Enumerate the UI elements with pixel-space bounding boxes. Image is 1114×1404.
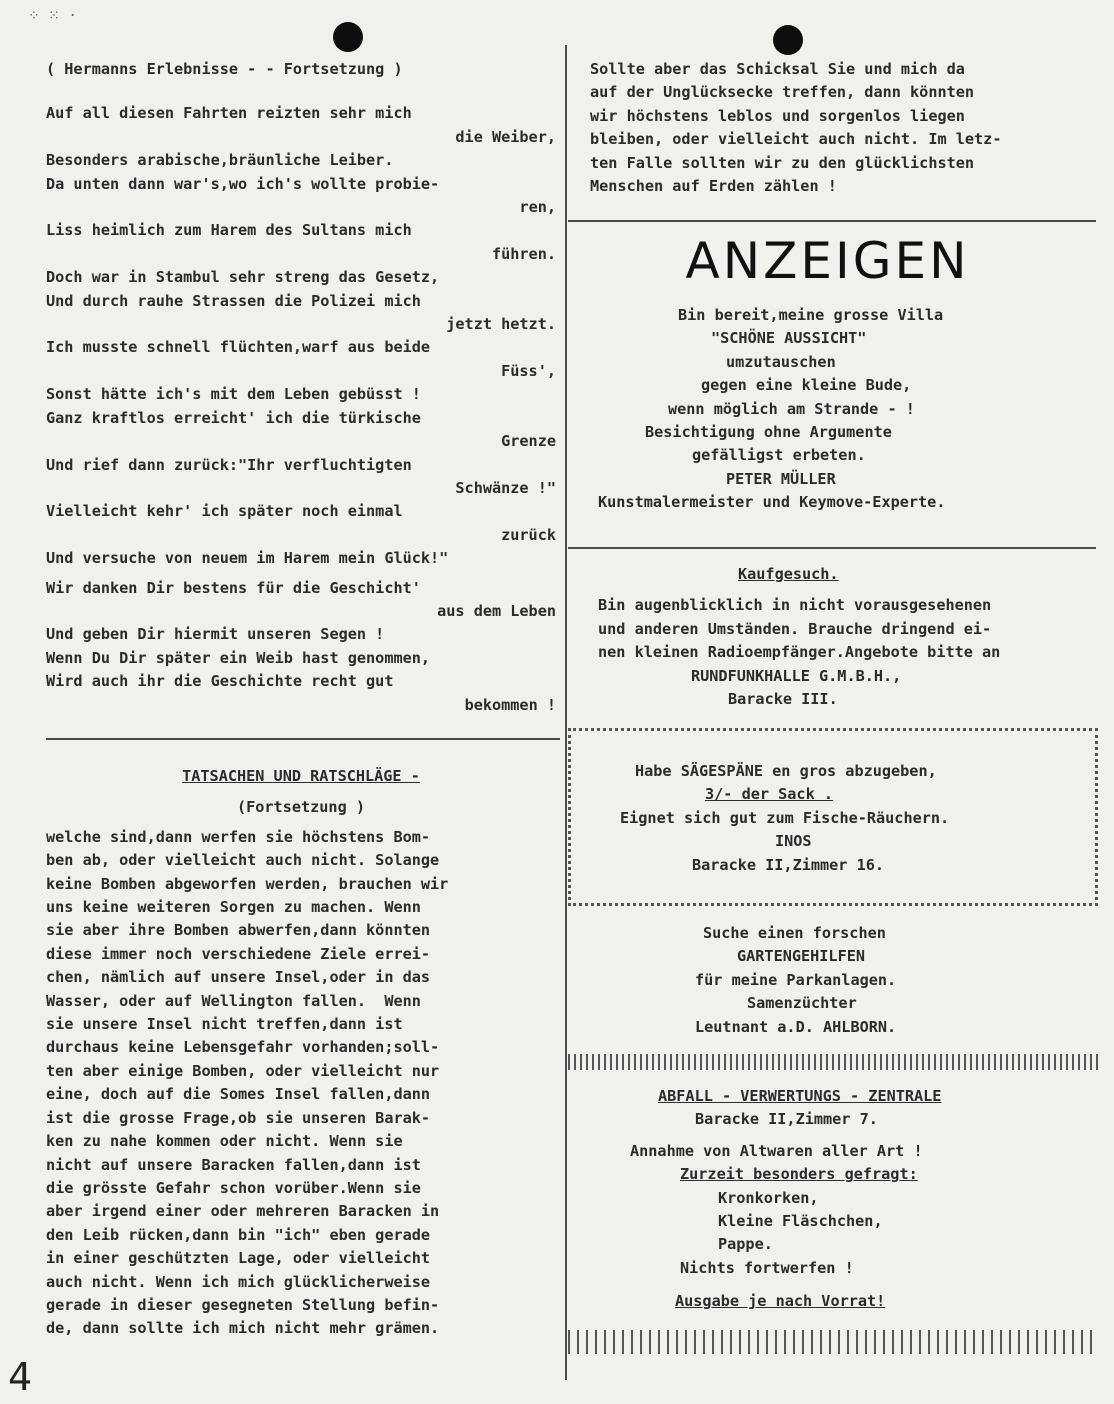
article-title: TATSACHEN UND RATSCHLÄGE - bbox=[182, 767, 420, 785]
column-divider bbox=[565, 45, 567, 1380]
poem-line: Füss', bbox=[501, 361, 556, 380]
abfall-line: Kronkorken, bbox=[718, 1188, 819, 1207]
poem-line: ren, bbox=[519, 198, 556, 217]
article-line: die grösste Gefahr schon vorüber.Wenn sie bbox=[46, 1178, 421, 1197]
kauf-line: nen kleinen Radioempfänger.Angebote bitte an bbox=[598, 643, 1001, 662]
poem-line: Ich musste schnell flüchten,warf aus beide bbox=[46, 338, 431, 357]
abfall-line: Pappe. bbox=[718, 1235, 773, 1254]
article-line: Wasser, oder auf Wellington fallen. Wenn bbox=[46, 991, 421, 1010]
article-line: in einer geschützten Lage, oder vielleicht bbox=[46, 1249, 431, 1268]
poem-line: Und durch rauhe Strassen die Polizei mich bbox=[46, 291, 421, 310]
article-line: uns keine weiteren Sorgen zu machen. Wenn bbox=[46, 898, 421, 917]
poem-line: aus dem Leben bbox=[437, 601, 556, 620]
article-line: aber irgend einer oder mehreren Baracken in bbox=[46, 1202, 440, 1221]
ad-line: wenn möglich am Strande - ! bbox=[668, 399, 915, 418]
box-ad-line: 3/- der Sack . bbox=[705, 785, 834, 804]
garden-ad-line: Suche einen forschen bbox=[703, 924, 886, 942]
poem-line: Sonst hätte ich's mit dem Leben gebüsst ! bbox=[46, 385, 421, 404]
article-line: eine, doch auf die Somes Insel fallen,dann bbox=[46, 1085, 431, 1104]
ad-line: Bin bereit,meine grosse Villa bbox=[678, 306, 944, 324]
abfall-line: Annahme von Altwaren aller Art ! bbox=[630, 1141, 923, 1160]
poem-line: Liss heimlich zum Harem des Sultans mich bbox=[46, 221, 412, 240]
article-line: durchaus keine Lebensgefahr vorhanden;soll- bbox=[46, 1038, 440, 1057]
poem-line: Da unten dann war's,wo ich's wollte probie- bbox=[46, 174, 440, 193]
section-rule bbox=[568, 547, 1096, 549]
article-line: sie unsere Insel nicht treffen,dann ist bbox=[46, 1015, 403, 1034]
article-line: ben ab, oder vielleicht auch nicht. Solange bbox=[46, 851, 440, 870]
kauf-line: RUNDFUNKHALLE G.M.B.H., bbox=[691, 666, 902, 685]
continuation-text bbox=[590, 58, 1114, 198]
article-line: diese immer noch verschiedene Ziele errei- bbox=[46, 944, 431, 963]
kauf-line: und anderen Umständen. Brauche dringend ei- bbox=[598, 619, 992, 638]
poem-line: Doch war in Stambul sehr streng das Gesetz, bbox=[46, 268, 440, 287]
poem-line: führen. bbox=[491, 244, 556, 263]
box-ad-line: Eignet sich gut zum Fische-Räuchern. bbox=[620, 808, 950, 827]
kauf-line: Bin augenblicklich in nicht vorausgesehenen bbox=[598, 596, 992, 615]
garden-ad-line: Leutnant a.D. AHLBORN. bbox=[695, 1017, 897, 1036]
poem-line: Wenn Du Dir später ein Weib hast genommen, bbox=[46, 648, 431, 667]
poem-line: Wird auch ihr die Geschichte recht gut bbox=[46, 672, 394, 691]
article-line: chen, nämlich auf unsere Insel,oder in das bbox=[46, 968, 431, 987]
article-line: ist die grosse Frage,ob sie unseren Barak- bbox=[46, 1108, 431, 1127]
poem-line: jetzt hetzt. bbox=[446, 315, 556, 334]
poem-line: Schwänze !" bbox=[455, 478, 556, 497]
decorative-border bbox=[568, 1054, 1098, 1070]
abfall-line: Baracke II,Zimmer 7. bbox=[695, 1110, 878, 1129]
abfall-title: ABFALL - VERWERTUNGS - ZENTRALE bbox=[658, 1087, 942, 1105]
article-line: welche sind,dann werfen sie höchstens Bom- bbox=[46, 827, 431, 846]
article-line: auch nicht. Wenn ich mich glücklicherweise bbox=[46, 1272, 431, 1291]
box-ad-line: Baracke II,Zimmer 16. bbox=[692, 855, 885, 874]
abfall-line: Kleine Fläschchen, bbox=[718, 1212, 883, 1231]
paper-specks: ⁘ ⁙ · bbox=[28, 8, 77, 24]
article-line: sie aber ihre Bomben abwerfen,dann könnten bbox=[46, 921, 431, 940]
article-line: nicht auf unsere Baracken fallen,dann ist bbox=[46, 1155, 421, 1174]
poem-line: zurück bbox=[501, 525, 556, 544]
article-subtitle: (Fortsetzung ) bbox=[236, 798, 365, 817]
continuation-line: Menschen auf Erden zählen ! bbox=[590, 177, 837, 196]
ads-heading: ANZEIGEN bbox=[685, 232, 970, 290]
article-line: ten aber einige Bomben, oder vielleicht nur bbox=[46, 1061, 440, 1080]
poem-line: Und versuche von neuem im Harem mein Glück!" bbox=[46, 549, 449, 568]
article-line: ken zu nahe kommen oder nicht. Wenn sie bbox=[46, 1132, 403, 1151]
continuation-line: auf der Unglücksecke treffen, dann könnten bbox=[590, 83, 975, 102]
poem-line: Grenze bbox=[501, 432, 556, 451]
continuation-line: Sollte aber das Schicksal Sie und mich da bbox=[590, 60, 965, 78]
poem-line: Und rief dann zurück:"Ihr verfluchtigten bbox=[46, 455, 412, 474]
article-line: den Leib rücken,dann bin "ich" eben gerade bbox=[46, 1225, 431, 1244]
decorative-border bbox=[568, 1330, 1098, 1354]
box-ad-line: INOS bbox=[775, 832, 812, 851]
poem-line: Auf all diesen Fahrten reizten sehr mich bbox=[46, 104, 412, 123]
ad-saegespaene bbox=[620, 760, 1060, 877]
continuation-line: bleiben, oder vielleicht auch nicht. Im letz- bbox=[590, 130, 1002, 149]
garden-ad-line: Samenzüchter bbox=[747, 994, 857, 1013]
article bbox=[46, 765, 556, 1341]
ad-kaufgesuch bbox=[598, 563, 1108, 711]
kauf-line: Baracke III. bbox=[728, 690, 838, 709]
ad-villa bbox=[575, 304, 1110, 515]
section-rule bbox=[568, 220, 1096, 222]
poem-line: Vielleicht kehr' ich später noch einmal bbox=[46, 502, 403, 521]
ad-gartengehilfe bbox=[695, 922, 1075, 1039]
abfall-line: Zurzeit besonders gefragt: bbox=[680, 1165, 918, 1184]
poem-line: Besonders arabische,bräunliche Leiber. bbox=[46, 151, 394, 170]
box-ad-line: Habe SÄGESPÄNE en gros abzugeben, bbox=[635, 762, 937, 780]
ad-line: "SCHÖNE AUSSICHT" bbox=[711, 329, 867, 348]
poem-line: Wir danken Dir bestens für die Geschicht' bbox=[46, 578, 421, 597]
article-line: gerade in dieser gesegneten Stellung befin- bbox=[46, 1295, 440, 1314]
ad-line: PETER MÜLLER bbox=[726, 469, 836, 488]
ad-line: gegen eine kleine Bude, bbox=[701, 376, 912, 395]
poem-line: Ganz kraftlos erreicht' ich die türkische bbox=[46, 408, 421, 427]
page-number: 4 bbox=[8, 1355, 33, 1399]
ad-abfall bbox=[630, 1085, 1070, 1314]
continuation-line: ten Falle sollten wir zu den glücklichsten bbox=[590, 153, 975, 172]
article-line: keine Bomben abgeworfen werden, brauchen wir bbox=[46, 874, 449, 893]
punch-hole-right bbox=[773, 25, 803, 55]
poem-heading: ( Hermanns Erlebnisse - - Fortsetzung ) bbox=[46, 60, 403, 78]
article-line: de, dann sollte ich mich nicht mehr grämen. bbox=[46, 1319, 440, 1338]
abfall-line: Nichts fortwerfen ! bbox=[680, 1258, 854, 1277]
poem-line: Und geben Dir hiermit unseren Segen ! bbox=[46, 625, 385, 644]
continuation-line: wir höchstens leblos und sorgenlos liegen bbox=[590, 106, 965, 125]
garden-ad-line: für meine Parkanlagen. bbox=[695, 970, 897, 989]
ad-line: umzutauschen bbox=[726, 352, 836, 371]
left-column bbox=[46, 58, 556, 717]
garden-ad-line: GARTENGEHILFEN bbox=[737, 947, 866, 966]
punch-hole-left bbox=[333, 22, 363, 52]
kauf-title: Kaufgesuch. bbox=[738, 565, 839, 583]
ad-line: Besichtigung ohne Argumente bbox=[645, 423, 892, 442]
ad-line: gefälligst erbeten. bbox=[692, 446, 866, 465]
ad-line: Kunstmalermeister und Keymove-Experte. bbox=[598, 493, 946, 512]
poem bbox=[46, 102, 556, 717]
ads-section bbox=[575, 232, 1110, 515]
abfall-line: Ausgabe je nach Vorrat! bbox=[675, 1292, 886, 1311]
poem-line: die Weiber, bbox=[455, 127, 556, 146]
poem-line: bekommen ! bbox=[464, 695, 556, 714]
section-rule bbox=[46, 738, 560, 740]
